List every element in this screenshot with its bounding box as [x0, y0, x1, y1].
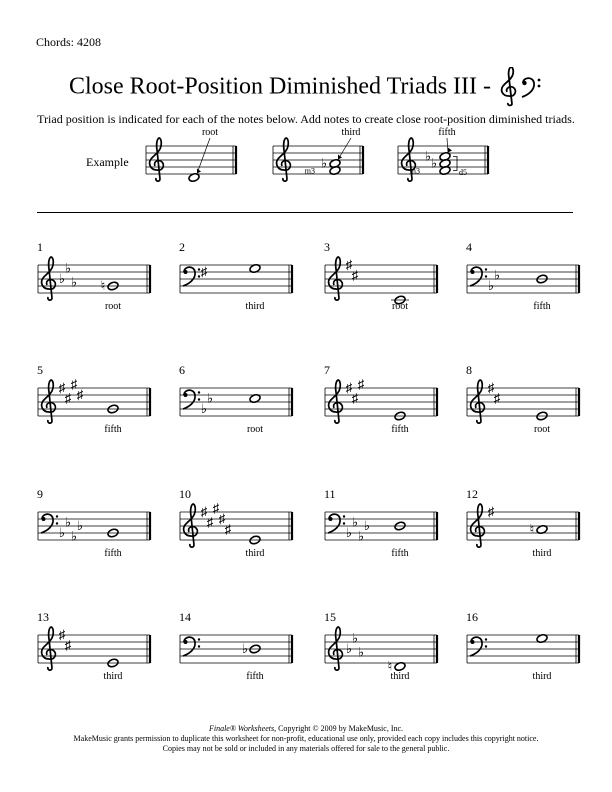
- exercise-8: [466, 363, 579, 435]
- triad-position-label: fifth: [533, 301, 551, 312]
- exercise-12: [466, 487, 579, 559]
- key-flat: ♭: [64, 260, 72, 276]
- key-sharp: ♯: [64, 637, 72, 653]
- triad-position-label: fifth: [104, 548, 122, 559]
- interval-label: d5: [459, 168, 467, 177]
- bass-clef-icon: [470, 637, 487, 656]
- flat-sign: ♭: [430, 155, 438, 171]
- triad-position-label: third: [245, 548, 265, 559]
- key-flat: ♭: [487, 278, 495, 293]
- triad-position-label: fifth: [246, 671, 264, 682]
- exercise-16: [466, 610, 579, 682]
- example-label: Example: [86, 155, 129, 169]
- triad-position-label: root: [391, 301, 409, 312]
- bass-clef-icon: [470, 267, 487, 286]
- arrowhead: [448, 148, 452, 153]
- interval-label: m3: [409, 166, 420, 176]
- annotation-arrow: [447, 138, 448, 153]
- key-flat: ♭: [58, 271, 66, 286]
- treble-clef-icon: [471, 380, 485, 423]
- flat-sign: ♭: [320, 155, 328, 171]
- exercise-6: [179, 363, 292, 435]
- triad-position-label: third: [245, 301, 265, 312]
- exercise-number: 9: [37, 487, 43, 501]
- exercise-4: [466, 240, 579, 312]
- exercise-7: [324, 363, 437, 435]
- treble-clef-icon: [502, 67, 516, 105]
- bass-clef-icon: [522, 78, 540, 97]
- footer-brand: Finale® Worksheets: [208, 724, 275, 733]
- treble-clef-icon: [42, 380, 56, 423]
- treble-clef-icon: [150, 138, 164, 181]
- exercise-3: [324, 240, 437, 312]
- exercise-14: [179, 610, 292, 682]
- key-flat: ♭: [357, 644, 365, 660]
- flat-sign: ♭: [241, 641, 249, 656]
- natural-sign: ♮: [387, 658, 393, 674]
- annotation-arrow: [197, 138, 210, 174]
- treble-clef-icon: [42, 627, 56, 670]
- triad-position-label: root: [246, 424, 264, 435]
- example-annotation: third: [341, 127, 361, 138]
- exercise-number: 1: [37, 240, 43, 254]
- key-sharp: ♯: [487, 380, 495, 395]
- example-annotation: fifth: [438, 127, 456, 138]
- exercise-number: 12: [466, 487, 478, 501]
- flat-sign: ♭: [424, 148, 432, 164]
- key-sharp: ♯: [206, 514, 214, 530]
- page-title: [0, 67, 612, 107]
- example-staves: [0, 120, 612, 200]
- key-flat: ♭: [357, 528, 365, 544]
- triad-position-label: third: [532, 548, 552, 559]
- exercise-11: [324, 487, 437, 559]
- exercise-number: 14: [179, 610, 191, 624]
- key-sharp: ♯: [351, 390, 359, 406]
- key-sharp: ♯: [200, 264, 208, 279]
- triad-position-label: root: [104, 301, 122, 312]
- exercise-grid: [0, 235, 612, 705]
- exercise-number: 3: [324, 240, 330, 254]
- treble-clef-icon: [277, 138, 291, 181]
- key-flat: ♭: [70, 528, 78, 544]
- interval-label: m3: [304, 166, 315, 176]
- exercise-number: 11: [324, 487, 336, 501]
- exercise-number: 5: [37, 363, 43, 377]
- treble-clef-icon: [329, 257, 343, 300]
- example-2: [273, 127, 363, 181]
- bass-clef-icon: [183, 390, 200, 409]
- key-flat: ♭: [64, 514, 72, 530]
- triad-position-label: fifth: [104, 424, 122, 435]
- exercise-1: [37, 240, 150, 312]
- footer-copyright: , Copyright © 2009 by MakeMusic, Inc.: [274, 724, 404, 733]
- triad-position-label: third: [532, 671, 552, 682]
- footer-restriction: Copies may not be sold or included in any materials offered for sale to the general public.: [162, 744, 450, 753]
- key-sharp: ♯: [64, 390, 72, 406]
- key-flat: ♭: [351, 514, 359, 530]
- example-annotation: root: [201, 127, 219, 138]
- exercise-9: [37, 487, 150, 559]
- bass-clef-icon: [41, 514, 58, 533]
- divider-line: [37, 212, 573, 213]
- key-flat: ♭: [345, 641, 353, 656]
- key-flat: ♭: [363, 518, 371, 533]
- exercise-number: 4: [466, 240, 472, 254]
- natural-sign: ♮: [100, 278, 106, 293]
- treble-clef-icon: [329, 627, 343, 670]
- footer-permission: MakeMusic grants permission to duplicate this worksheet for non-profit, educational use only, provided each copy includes this copyright notice.: [73, 734, 539, 743]
- key-sharp: ♯: [351, 267, 359, 283]
- exercise-2: [179, 240, 292, 312]
- arrowhead: [197, 169, 201, 174]
- exercise-number: 13: [37, 610, 49, 624]
- key-flat: ♭: [351, 630, 359, 646]
- bass-clef-icon: [328, 514, 345, 533]
- exercise-13: [37, 610, 150, 682]
- triad-position-label: root: [533, 424, 551, 435]
- key-sharp: ♯: [70, 376, 78, 392]
- copyright-footer: [0, 724, 612, 754]
- treble-clef-icon: [184, 504, 198, 547]
- key-flat: ♭: [58, 525, 66, 540]
- key-flat: ♭: [206, 390, 214, 406]
- key-sharp: ♯: [76, 387, 84, 402]
- key-flat: ♭: [200, 401, 208, 416]
- treble-clef-icon: [471, 504, 485, 547]
- key-sharp: ♯: [218, 511, 226, 526]
- exercise-number: 15: [324, 610, 336, 624]
- example-3: [398, 127, 488, 181]
- key-sharp: ♯: [357, 376, 365, 392]
- triad-position-label: third: [390, 671, 410, 682]
- exercise-number: 16: [466, 610, 478, 624]
- title-clefs: [495, 67, 543, 107]
- bass-clef-icon: [183, 267, 200, 286]
- arrowhead: [338, 155, 342, 160]
- exercise-number: 7: [324, 363, 330, 377]
- key-flat: ♭: [76, 518, 84, 533]
- worksheet-code: Chords: 4208: [36, 35, 102, 49]
- page-title-text: Close Root-Position Diminished Triads III -: [68, 73, 492, 100]
- exercise-5: [37, 363, 150, 435]
- key-sharp: ♯: [58, 627, 66, 642]
- exercise-10: [179, 487, 292, 559]
- exercise-number: 10: [179, 487, 191, 501]
- exercise-15: [324, 610, 437, 682]
- exercise-number: 2: [179, 240, 185, 254]
- instructions: Triad position is indicated for each of the notes below. Add notes to create close root-position diminished triads.: [37, 112, 575, 126]
- treble-clef-icon: [329, 380, 343, 423]
- triad-position-label: fifth: [391, 424, 409, 435]
- key-flat: ♭: [70, 274, 78, 290]
- triad-position-label: fifth: [391, 548, 409, 559]
- key-sharp: ♯: [345, 257, 353, 272]
- treble-clef-icon: [42, 257, 56, 300]
- bass-clef-icon: [183, 637, 200, 656]
- key-sharp: ♯: [58, 380, 66, 395]
- key-sharp: ♯: [345, 380, 353, 395]
- key-sharp: ♯: [487, 504, 495, 519]
- key-sharp: ♯: [200, 504, 208, 519]
- key-flat: ♭: [345, 525, 353, 540]
- key-sharp: ♯: [212, 500, 220, 516]
- exercise-number: 8: [466, 363, 472, 377]
- example-1: [146, 127, 236, 183]
- interval-bracket: [453, 157, 457, 171]
- exercise-number: 6: [179, 363, 185, 377]
- key-sharp: ♯: [224, 521, 232, 537]
- key-flat: ♭: [493, 267, 501, 283]
- key-sharp: ♯: [493, 390, 501, 406]
- natural-sign: ♮: [529, 521, 535, 537]
- triad-position-label: third: [103, 671, 123, 682]
